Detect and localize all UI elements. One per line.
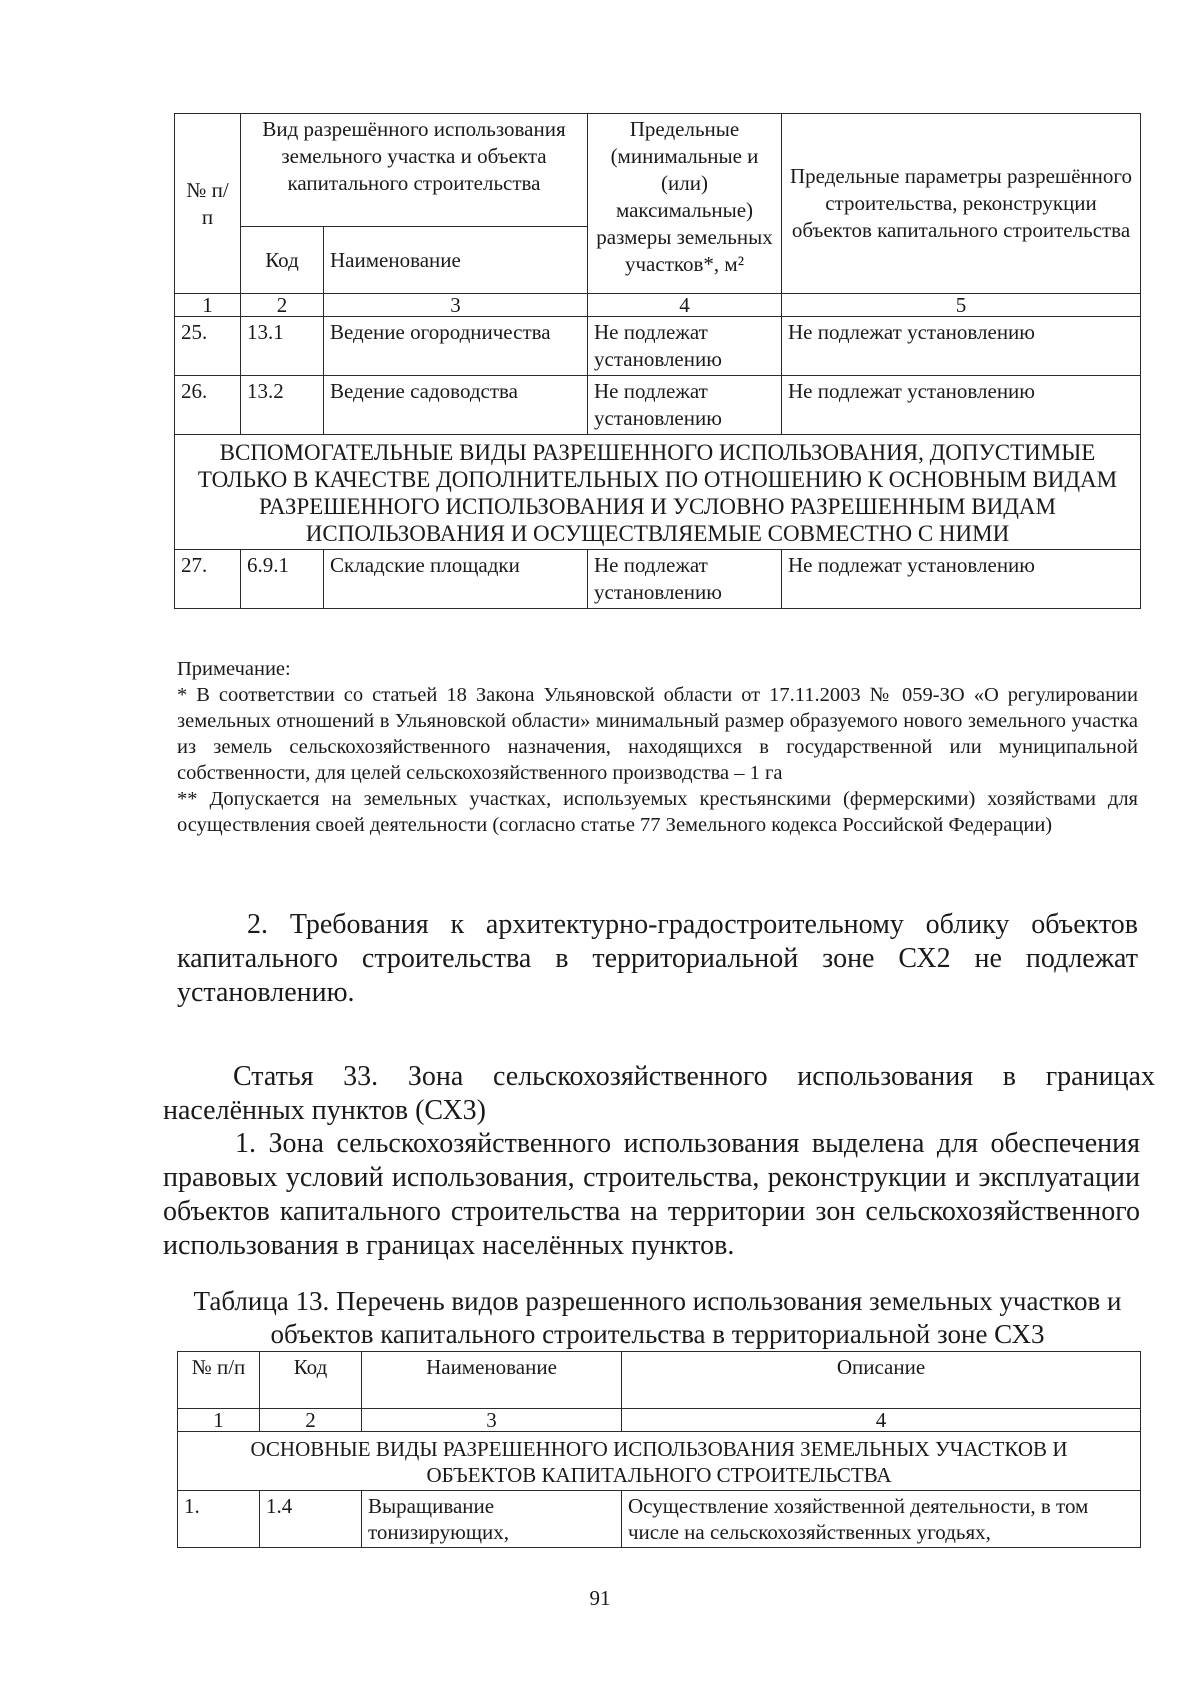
table-row <box>175 550 1141 609</box>
header-num: № п/п <box>175 114 241 294</box>
table-header-row <box>178 1352 1141 1409</box>
row-name: Ведение огородничества <box>324 317 588 376</box>
row-num: 25. <box>175 317 241 376</box>
section-auxiliary-uses: ВСПОМОГАТЕЛЬНЫЕ ВИДЫ РАЗРЕШЕННОГО ИСПОЛЬЗОВАНИЯ, ДОПУСТИМЫЕ ТОЛЬКО В КАЧЕСТВЕ ДОПОЛНИТЕЛЬНЫХ ПО ОТНОШЕНИЮ К ОСНОВНЫМ ВИДАМ РАЗРЕШЕННОГО ИСПОЛЬЗОВАНИЯ И УСЛОВНО РАЗРЕШЕННЫМ ВИДАМ ИСПОЛЬЗОВАНИЯ И ОСУЩЕСТВЛЯЕМЫЕ СОВМЕСТНО С НИМИ <box>175 435 1141 550</box>
section-main-uses: ОСНОВНЫЕ ВИДЫ РАЗРЕШЕННОГО ИСПОЛЬЗОВАНИЯ ЗЕМЕЛЬНЫХ УЧАСТКОВ И ОБЪЕКТОВ КАПИТАЛЬНОГО СТРОИТЕЛЬСТВА <box>178 1432 1141 1491</box>
header-code: Код <box>260 1352 362 1409</box>
row-code: 13.2 <box>241 376 324 435</box>
row-name: Ведение садоводства <box>324 376 588 435</box>
row-params: Не подлежат установлению <box>782 317 1141 376</box>
row-code: 6.9.1 <box>241 550 324 609</box>
row-num: 1. <box>178 1491 260 1548</box>
header-description: Описание <box>622 1352 1141 1409</box>
header-name: Наименование <box>362 1352 622 1409</box>
header-build-params: Предельные параметры разрешённого строительства, реконструкции объектов капитального строительства <box>782 114 1141 294</box>
notes-block <box>177 656 1138 838</box>
row-num: 26. <box>175 376 241 435</box>
header-num: № п/п <box>178 1352 260 1409</box>
header-use-type: Вид разрешённого использования земельного участка и объекта капитального строительства <box>241 114 588 227</box>
requirements-paragraph: 2. Требования к архитектурно-градостроительному облику объектов капитального строительства в территориальной зоне СХ2 не подлежат установлению. <box>177 909 1138 1008</box>
row-sizes: Не подлежат установлению <box>588 550 782 609</box>
row-num: 27. <box>175 550 241 609</box>
note-1: * В соответствии со статьей 18 Закона Ульяновской области от 17.11.2003 № 059-ЗО «О регулировании земельных отношений в Ульяновской области» минимальный размер образуемого нового земельного участка из земель сельскохозяйственного назначения, находящихся в государственной или муниципальной собственности, для целей сельскохозяйственного производства – 1 га <box>177 684 1138 784</box>
permitted-use-table-sx2 <box>174 113 1141 609</box>
colnum-cell: 1 <box>178 1409 260 1432</box>
note-2: ** Допускается на земельных участках, используемых крестьянскими (фермерскими) хозяйствами для осуществления своей деятельности (согласно статье 77 Земельного кодекса Российской Федерации) <box>177 788 1138 836</box>
colnum-cell: 2 <box>260 1409 362 1432</box>
table-row <box>175 376 1141 435</box>
column-number-row <box>178 1409 1141 1432</box>
colnum-cell: 1 <box>175 294 241 317</box>
colnum-cell: 5 <box>782 294 1141 317</box>
page-number: 91 <box>589 1586 611 1610</box>
row-name: Выращивание тонизирующих, <box>362 1491 622 1548</box>
colnum-cell: 3 <box>324 294 588 317</box>
article-heading: Статья 33. Зона сельскохозяйственного использования в границах населённых пунктов (СХ3) <box>163 1061 1155 1126</box>
table-row <box>178 1491 1141 1548</box>
table-header-row <box>175 114 1141 227</box>
header-name: Наименование <box>324 227 588 294</box>
row-code: 1.4 <box>260 1491 362 1548</box>
row-params: Не подлежат установлению <box>782 376 1141 435</box>
header-code: Код <box>241 227 324 294</box>
colnum-cell: 4 <box>622 1409 1141 1432</box>
header-plot-sizes: Предельные (минимальные и (или) максимальные) размеры земельных участков*, м² <box>588 114 782 294</box>
article-paragraph-1: 1. Зона сельскохозяйственного использования выделена для обеспечения правовых условий использования, строительства, реконструкции и эксплуатации объектов капитального строительства на территории зон сельскохозяйственного использования в границах населённых пунктов. <box>163 1128 1140 1261</box>
row-sizes: Не подлежат установлению <box>588 376 782 435</box>
permitted-use-table-sx3 <box>177 1351 1141 1548</box>
row-description: Осуществление хозяйственной деятельности, в том числе на сельскохозяйственных угодьях, <box>622 1491 1141 1548</box>
row-code: 13.1 <box>241 317 324 376</box>
section-row <box>178 1432 1141 1491</box>
colnum-cell: 2 <box>241 294 324 317</box>
column-number-row <box>175 294 1141 317</box>
section-row <box>175 435 1141 550</box>
table-row <box>175 317 1141 376</box>
row-sizes: Не подлежат установлению <box>588 317 782 376</box>
colnum-cell: 4 <box>588 294 782 317</box>
row-params: Не подлежат установлению <box>782 550 1141 609</box>
table-13-caption: Таблица 13. Перечень видов разрешенного использования земельных участков и объектов капитального строительства в территориальной зоне СХ3 <box>193 1286 1122 1349</box>
colnum-cell: 3 <box>362 1409 622 1432</box>
row-name: Складские площадки <box>324 550 588 609</box>
notes-title: Примечание: <box>177 658 291 680</box>
